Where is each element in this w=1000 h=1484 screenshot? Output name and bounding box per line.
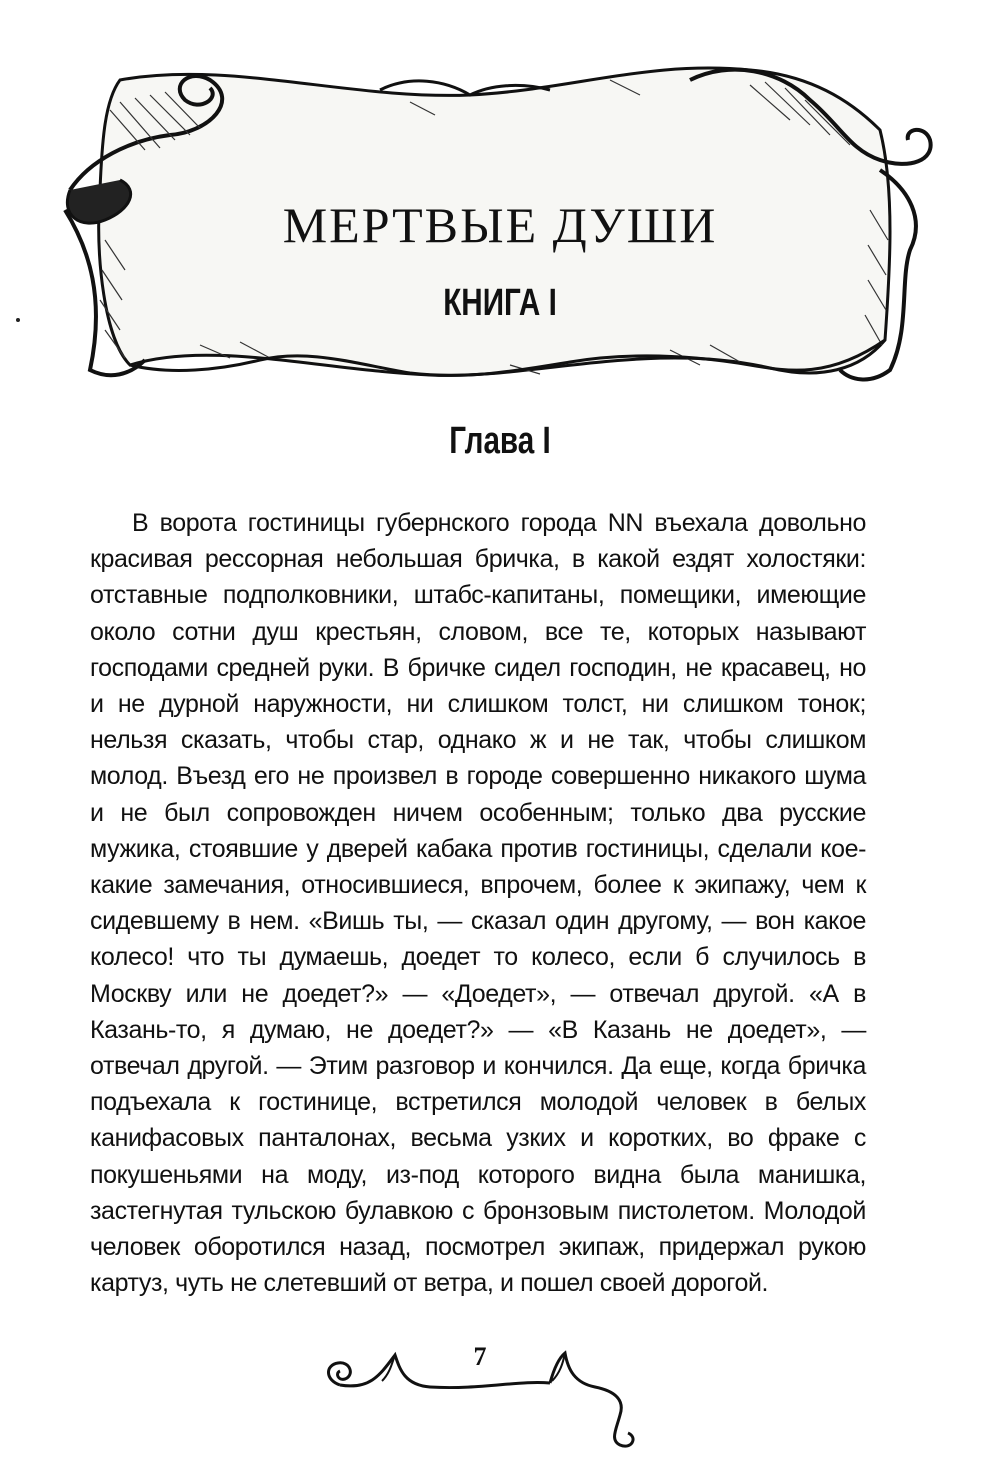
stray-ink-mark (16, 318, 20, 322)
chapter-title: Глава I (449, 420, 551, 462)
book-subtitle: КНИГА I (443, 282, 557, 324)
chapter-paragraph: В ворота гостиницы губернского города NN въехала довольно красивая рессорная небольшая бричка, в какой ездят холостяки: отставные подполковники, штабс-капитаны, помещики, имеющие около сотни душ крестьян, словом, все те, которых называют господами средней руки. В бричке сидел господин, не красавец, но и не дурной наружности, ни слишком толст, ни слишком тонок; нельзя сказать, чтобы стар, однако ж и не так, чтобы слишком молод. Въезд его не произвел в городе совершенно никакого шума и не был сопровожден ничем особенным; только два русские мужика, стоявшие у дверей кабака против гостиницы, сделали кое-какие замечания, относившиеся, впрочем, более к экипажу, чем к сидевшему в нем. «Вишь ты, — сказал один другому, — вон какое колесо! что ты думаешь, доедет то колесо, если б случилось в Москву или не доедет?» — «Доедет», — отвечал другой. «А в Казань-то, я думаю, не доедет?» — «В Казань не доедет», — отвечал другой. — Этим разговор и кончился. Да еще, когда бричка подъехала к гостинице, встретился молодой человек в белых канифасовых панталонах, весьма узких и коротких, во фраке с покушеньями на моду, из-под которого видна была манишка, застегнутая тульскою булавкою с бронзовым пистолетом. Молодой человек оборотился назад, посмотрел экипаж, придержал рукою картуз, чуть не слетевший от ветра, и пошел своей дорогой. (90, 509, 866, 1298)
book-title: МЕРТВЫЕ ДУШИ (282, 197, 718, 253)
page-number: 7 (473, 1342, 487, 1371)
